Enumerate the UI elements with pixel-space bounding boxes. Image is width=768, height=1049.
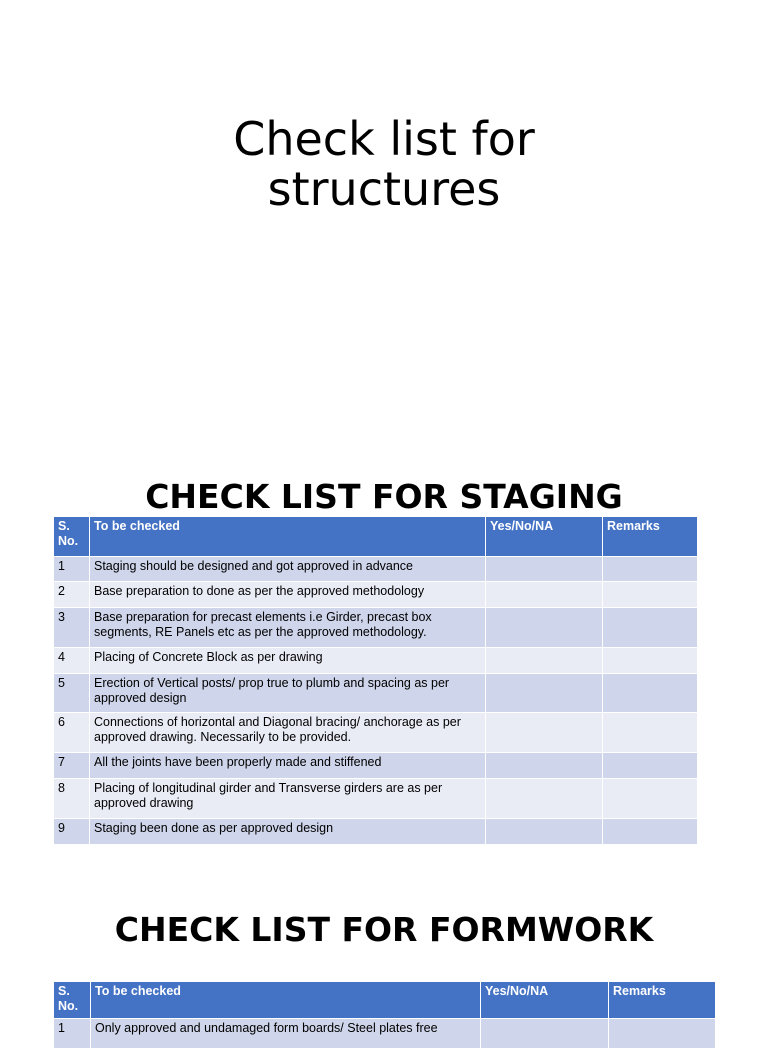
row-remarks-cell[interactable] <box>603 582 698 608</box>
column-header-answer: Yes/No/NA <box>486 517 603 557</box>
row-item-text: Staging been done as per approved design <box>90 819 486 845</box>
row-number: 9 <box>54 819 90 845</box>
row-item-text: Placing of longitudinal girder and Transverse girders are as per approved drawing <box>90 779 486 819</box>
table-row <box>54 648 698 674</box>
row-remarks-cell[interactable] <box>603 557 698 582</box>
row-number: 1 <box>54 1019 91 1049</box>
staging-checklist-table <box>53 516 698 845</box>
row-answer-cell[interactable] <box>486 819 603 845</box>
column-header-sno: S. No. <box>54 517 90 557</box>
table-row <box>54 1019 716 1049</box>
column-header-item: To be checked <box>91 982 481 1019</box>
row-remarks-cell[interactable] <box>609 1019 716 1049</box>
row-item-text: Staging should be designed and got approved in advance <box>90 557 486 582</box>
row-remarks-cell[interactable] <box>603 753 698 779</box>
row-remarks-cell[interactable] <box>603 713 698 753</box>
row-item-text: Base preparation for precast elements i.e Girder, precast box segments, RE Panels etc as per the approved methodology. <box>90 608 486 648</box>
staging-heading: CHECK LIST FOR STAGING <box>145 477 623 516</box>
row-remarks-cell[interactable] <box>603 608 698 648</box>
row-number: 6 <box>54 713 90 753</box>
row-answer-cell[interactable] <box>486 648 603 674</box>
row-number: 1 <box>54 557 90 582</box>
formwork-checklist-table <box>53 981 716 1049</box>
column-header-remarks: Remarks <box>609 982 716 1019</box>
table-row <box>54 582 698 608</box>
column-header-remarks: Remarks <box>603 517 698 557</box>
row-number: 5 <box>54 674 90 713</box>
row-remarks-cell[interactable] <box>603 819 698 845</box>
row-answer-cell[interactable] <box>481 1019 609 1049</box>
document-title-line-2: structures <box>267 162 501 216</box>
column-header-sno: S. No. <box>54 982 91 1019</box>
row-answer-cell[interactable] <box>486 713 603 753</box>
document-title-line-1: Check list for <box>233 112 535 166</box>
table-row <box>54 674 698 713</box>
table-row <box>54 819 698 845</box>
row-answer-cell[interactable] <box>486 674 603 713</box>
row-item-text: Base preparation to done as per the approved methodology <box>90 582 486 608</box>
row-answer-cell[interactable] <box>486 608 603 648</box>
row-remarks-cell[interactable] <box>603 674 698 713</box>
row-item-text: Erection of Vertical posts/ prop true to plumb and spacing as per approved design <box>90 674 486 713</box>
row-number: 7 <box>54 753 90 779</box>
row-answer-cell[interactable] <box>486 753 603 779</box>
row-answer-cell[interactable] <box>486 582 603 608</box>
formwork-heading: CHECK LIST FOR FORMWORK <box>114 910 654 949</box>
table-row <box>54 608 698 648</box>
row-number: 4 <box>54 648 90 674</box>
table-row <box>54 753 698 779</box>
table-header-row <box>54 517 698 557</box>
column-header-item: To be checked <box>90 517 486 557</box>
table-row <box>54 713 698 753</box>
row-answer-cell[interactable] <box>486 779 603 819</box>
table-row <box>54 779 698 819</box>
row-number: 2 <box>54 582 90 608</box>
row-remarks-cell[interactable] <box>603 648 698 674</box>
table-header-row <box>54 982 716 1019</box>
row-remarks-cell[interactable] <box>603 779 698 819</box>
row-answer-cell[interactable] <box>486 557 603 582</box>
row-item-text: Connections of horizontal and Diagonal bracing/ anchorage as per approved drawing. Necessarily to be provided. <box>90 713 486 753</box>
row-item-text: All the joints have been properly made and stiffened <box>90 753 486 779</box>
table-row <box>54 557 698 582</box>
row-item-text: Only approved and undamaged form boards/ Steel plates free <box>91 1019 481 1049</box>
document-title <box>0 114 768 214</box>
row-item-text: Placing of Concrete Block as per drawing <box>90 648 486 674</box>
row-number: 8 <box>54 779 90 819</box>
row-number: 3 <box>54 608 90 648</box>
column-header-answer: Yes/No/NA <box>481 982 609 1019</box>
